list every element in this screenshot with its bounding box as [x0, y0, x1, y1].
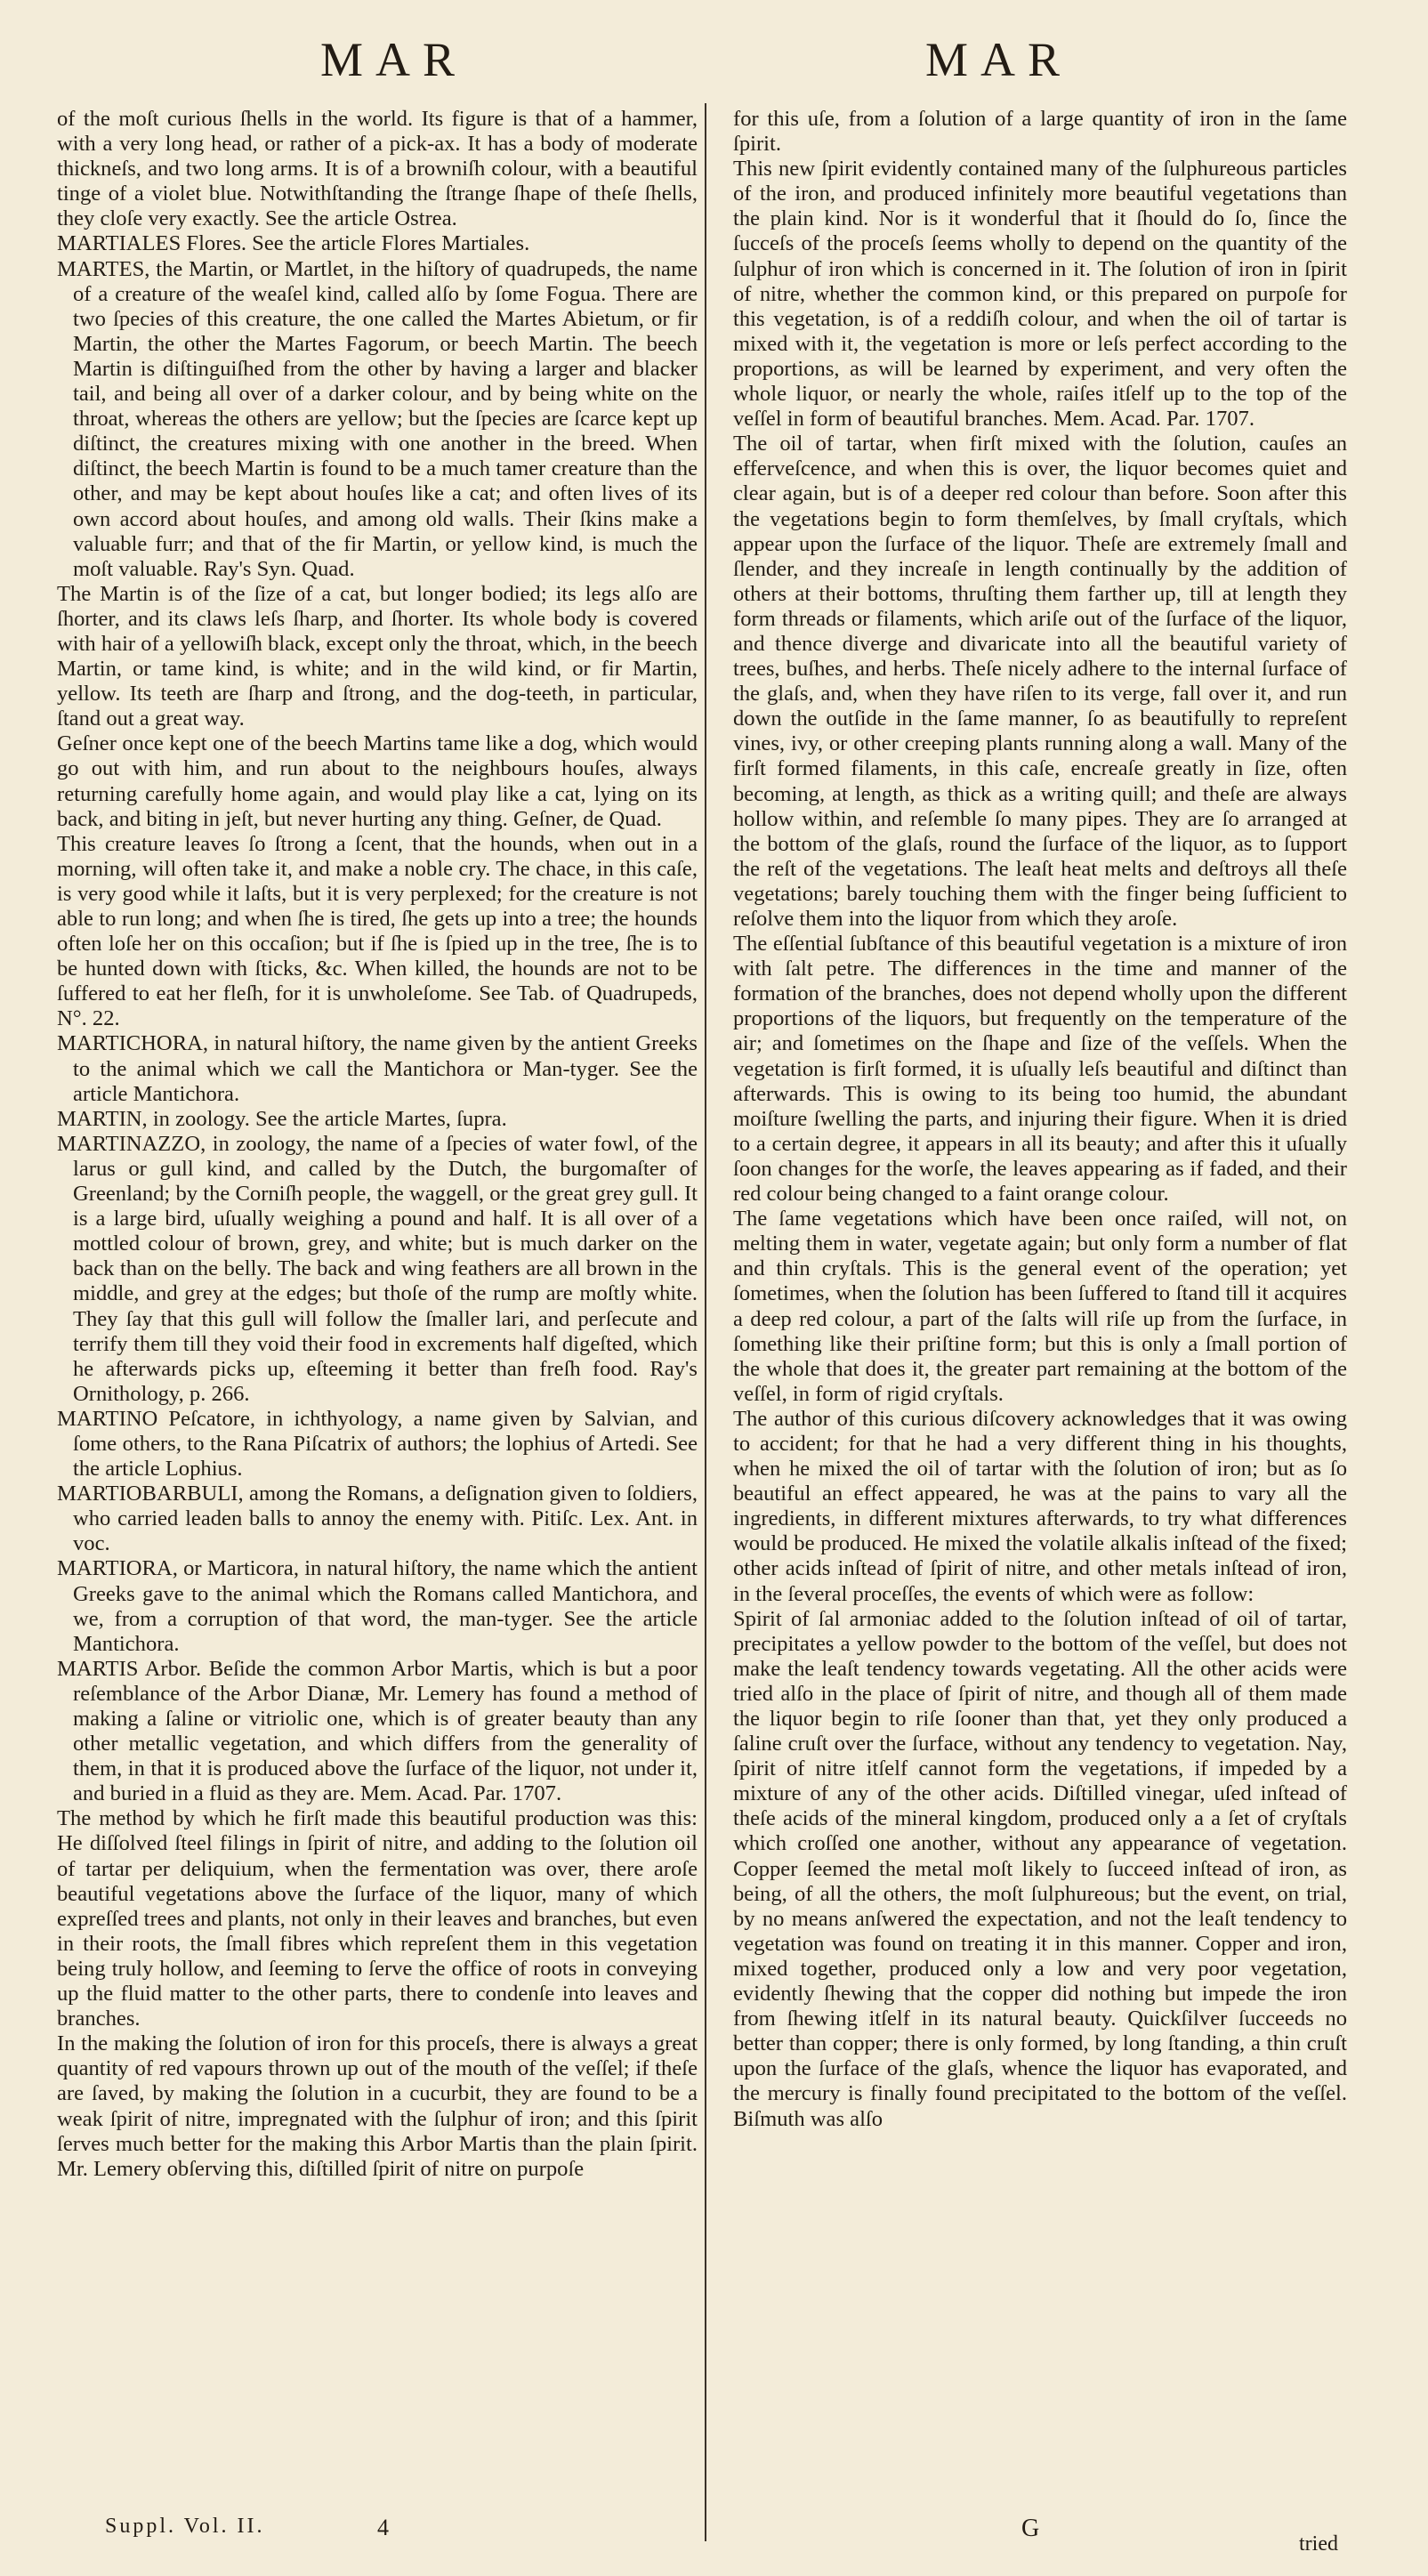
entry-paragraph: This new ſpirit evidently contained many of the ſulphureous particles of the iron, and produced infinitely more beautiful vegetations than the plain kind. Nor is it wonderful that it ſhould do ſo, ſince the ſucceſs of the proceſs ſeems wholly to depend on the quantity of the ſulphur of iron which is concerned in it. The ſolution of iron in ſpirit of nitre, whether the common kind, or this prepared on purpoſe for this vegetation, is of a reddiſh colour, and when the oil of tartar is mixed with it, the vegetation is more or leſs perfect according to the proportions, as will be learned by experiment, and very often the whole liquor, or nearly the whole, raiſes itſelf up to the top of the veſſel in form of beautiful branches. Mem. Acad. Par. 1707. — [733, 157, 1347, 432]
entry-paragraph: The eſſential ſubſtance of this beautiful vegetation is a mixture of iron with ſalt petre. The differences in the time and manner of the formation of the branches, does not depend wholly upon the different proportions of the liquors, but frequently on the temperature of the air; and ſometimes on the ſhape and ſize of the veſſels. When the vegetation is firſt formed, it is uſually leſs beautiful and diſtinct than afterwards. This is owing to its being too humid, the abundant moiſture ſwelling the parts, and injuring their figure. When it is dried to a certain degree, it appears in all its beauty; and after this it uſually ſoon changes for the worſe, the leaves appearing as if faded, and their red colour being changed to a faint orange colour. — [733, 932, 1347, 1207]
left-column — [57, 107, 698, 2182]
entry-paragraph: Spirit of ſal armoniac added to the ſolution inſtead of oil of tartar, precipitates a yellow powder to the bottom of the veſſel, but does not make the leaſt tendency towards vegetating. All the other acids were tried alſo in the place of ſpirit of nitre, and though all of them made the liquor begin to riſe ſooner than that, yet they only produced a ſaline cruſt over the ſurface, without any tendency to vegetation. Nay, ſpirit of nitre itſelf cannot form the vegetations, if impeded by a mixture of any of the other acids. Diſtilled vinegar, uſed inſtead of theſe acids of the mineral kingdom, produced only a a ſet of cryſtals which croſſed one another, without any appearance of vegetation. Copper ſeemed the metal moſt likely to ſucceed inſtead of iron, as being, of all the others, the moſt ſulphureous; but the event, on trial, by no means anſwered the expectation, and not the leaſt tendency to vegetation was found on treating it in this manner. Copper and iron, mixed together, produced only a low and very poor vegetation, evidently ſhewing that the copper did nothing but impede the iron from ſhewing itſelf in its natural beauty. Quickſilver ſucceeds no better than copper; there is only formed, by long ſtanding, a thin cruſt upon the ſurface of the glaſs, whence the liquor has evaporated, and the mercury is finally found precipitated to the bottom of the veſſel. Biſmuth was alſo — [733, 1606, 1347, 2131]
entry-paragraph: MARTIN, in zoology. See the article Martes, ſupra. — [57, 1106, 507, 1131]
catchword: tried — [1299, 2532, 1338, 2556]
column-divider — [705, 103, 706, 2541]
entry-paragraph: This creature leaves ſo ſtrong a ſcent, that the hounds, when out in a morning, will often take it, and make a noble cry. The chace, in this caſe, is very good while it laſts, but it is very perplexed; for the creature is not able to run long; and when ſhe is tired, ſhe gets up into a tree; the hounds often loſe her on this occaſion; but if ſhe is ſpied up in the tree, ſhe is to be hunted down with ſticks, &c. When killed, the hounds are not to be ſuffered to eat her fleſh, for it is unwholeſome. See Tab. of Quadrupeds, N°. 22. — [57, 831, 698, 1031]
page-number: 4 — [377, 2515, 389, 2540]
entry-paragraph: MARTINAZZO, in zoology, the name of a ſpecies of water fowl, of the larus or gull kind, and called by the Dutch, the burgomaſter of Greenland; by the Corniſh people, the waggell, or the great grey gull. It is a large bird, uſually weighing a pound and half. It is all over of a mottled colour of brown, grey, and white; but is much darker on the back than on the belly. The back and wing feathers are all brown in the middle, and grey at the edges; but thoſe of the rump are moſtly white. They ſay that this gull will follow the ſmaller lari, and perſecute and terrify them till they void their food in excrements half digeſted, which he afterwards picks up, eſteeming it better than freſh food. Ray's Ornithology, p. 266. — [57, 1131, 698, 1406]
entry-paragraph: Geſner once kept one of the beech Martins tame like a dog, which would go out with him, and run about to the neighbours houſes, always returning carefully home again, and would play like a cat, lying on its back, and biting in jeſt, but never hurting any thing. Geſner, de Quad. — [57, 731, 698, 831]
signature-mark: Suppl. Vol. II. — [105, 2515, 265, 2538]
entry-paragraph: MARTES, the Martin, or Martlet, in the hiſtory of quadrupeds, the name of a creature of the weaſel kind, called alſo by ſome Fogua. There are two ſpecies of this creature, the one called the Martes Abietum, or fir Martin, the other the Martes Fagorum, or beech Martin. The beech Martin is diſtinguiſhed from the other by having a larger and blacker tail, and being all over of a darker colour, and by being white on the throat, whereas the others are yellow; but the ſpecies are ſcarce kept up diſtinct, the creatures mixing with one another in the breed. When diſtinct, the beech Martin is found to be a much tamer creature than the other, and may be kept about houſes like a cat; and often lives of its own accord about houſes, and among old walls. Their ſkins make a valuable furr; and that of the fir Martin, or yellow kind, is much the moſt valuable. Ray's Syn. Quad. — [57, 256, 698, 581]
right-column — [733, 107, 1347, 2132]
running-head-left: MAR — [320, 33, 468, 86]
entry-paragraph: MARTICHORA, in natural hiſtory, the name given by the antient Greeks to the animal which we call the Mantichora or Man-tyger. See the article Mantichora. — [57, 1031, 698, 1106]
entry-paragraph: of the moſt curious ſhells in the world. Its figure is that of a hammer, with a very long head, or rather of a pick-ax. It has a body of moderate thickneſs, and two long arms. It is of a browniſh colour, with a beautiful tinge of a violet blue. Notwithſtanding the ſtrange ſhape of theſe ſhells, they cloſe very exactly. See the article Ostrea. — [57, 107, 698, 231]
gathering-letter: G — [1021, 2515, 1040, 2542]
entry-paragraph: MARTINO Peſcatore, in ichthyology, a name given by Salvian, and ſome others, to the Rana Piſcatrix of authors; the lophius of Artedi. See the article Lophius. — [57, 1406, 698, 1482]
entry-paragraph: The method by which he firſt made this beautiful production was this: He diſſolved ſteel filings in ſpirit of nitre, and adding to the ſolution oil of tartar per deliquium, when the fermentation was over, there aroſe beautiful vegetations above the ſurface of the liquor, many of which expreſſed trees and plants, not only in their leaves and branches, but even in their roots, the ſmall fibres which repreſent them in this vegetation being truly hollow, and ſeeming to ſerve the office of roots in conveying up the fluid matter to the other parts, there to condenſe into leaves and branches. — [57, 1806, 698, 2031]
entry-paragraph: MARTIORA, or Marticora, in natural hiſtory, the name which the antient Greeks gave to the animal which the Romans called Mantichora, and we, from a corruption of that word, the man-tyger. See the article Mantichora. — [57, 1556, 698, 1656]
entry-paragraph: MARTIS Arbor. Beſide the common Arbor Martis, which is but a poor reſemblance of the Arbor Dianæ, Mr. Lemery has found a method of making a ſaline or vitriolic one, which is of greater beauty than any other metallic vegetation, and which differs from the generality of them, in that it is produced above the ſurface of the liquor, not under it, and buried in a fluid as they are. Mem. Acad. Par. 1707. — [57, 1656, 698, 1806]
entry-paragraph: In the making the ſolution of iron for this proceſs, there is always a great quantity of red vapours thrown up out of the mouth of the veſſel; if theſe are ſaved, by making the ſolution in a cucurbit, they are found to be a weak ſpirit of nitre, impregnated with the ſulphur of iron; and this ſpirit ſerves much better for the making this Arbor Martis than the plain ſpirit. Mr. Lemery obſerving this, diſtilled ſpirit of nitre on purpoſe — [57, 2031, 698, 2181]
entry-paragraph: MARTIOBARBULI, among the Romans, a deſignation given to ſoldiers, who carried leaden balls to annoy the enemy with. Pitiſc. Lex. Ant. in voc. — [57, 1482, 698, 1556]
entry-paragraph: for this uſe, from a ſolution of a large quantity of iron in the ſame ſpirit. — [733, 107, 1347, 157]
entry-paragraph: MARTIALES Flores. See the article Flores Martiales. — [57, 231, 530, 256]
entry-paragraph: The author of this curious diſcovery acknowledges that it was owing to accident; for that he had a very different thing in his thoughts, when he mixed the oil of tartar with the ſolution of iron; but as ſo beautiful an effect appeared, he was at the pains to vary all the ingredients, in different mixtures afterwards, to try what differences would be produced. He mixed the volatile alkalis inſtead of the fixed; other acids inſtead of ſpirit of nitre, and other metals inſtead of iron, in the ſeveral proceſſes, the events of which were as follow: — [733, 1406, 1347, 1606]
running-head-right: MAR — [925, 33, 1073, 86]
entry-paragraph: The ſame vegetations which have been once raiſed, will not, on melting them in water, vegetate again; but only form a number of flat and thin cryſtals. This is the general event of the operation; yet ſometimes, when the ſolution has been ſuffered to ſtand till it acquires a deep red colour, a part of the ſalts will riſe up from the ſurface, in ſomething like their priſtine form; but this is only a ſmall portion of the whole that does it, the greater part remaining at the bottom of the veſſel, in form of rigid cryſtals. — [733, 1207, 1347, 1406]
entry-paragraph: The oil of tartar, when firſt mixed with the ſolution, cauſes an effervеſcence, and when this is over, the liquor becomes quiet and clear again, but is of a deeper red colour than before. Soon after this the vegetations begin to form themſelves, by ſmall cryſtals, which appear upon the ſurface of the liquor. Theſe are extremely ſmall and ſlender, and they increaſe in length continually by the addition of others at their bottoms, thruſting them farther up, till at length they form threads or filaments, which ariſe out of the ſurface of the liquor, and thence diverge and divaricate into all the beautiful variety of trees, buſhes, and herbs. Theſe nicely adhere to the internal ſurface of the glaſs, and, when they have riſen to its verge, fall over it, and run down the outſide in the ſame manner, ſo as beautifully to repreſent vines, ivy, or other creeping plants running along a wall. Many of the firſt formed filaments, in this caſe, encreaſe greatly in ſize, often becoming, at length, as thick as a writing quill; and theſe are always hollow within, and reſemble ſo many pipes. They are ſo arranged at the bottom of the glaſs, round the ſurface of the liquor, as to ſupport the reſt of the vegetations. The leaſt heat melts and deſtroys all theſe vegetations; barely touching them with the finger being ſufficient to reſolve them into the liquor from which they aroſe. — [733, 432, 1347, 931]
entry-paragraph: The Martin is of the ſize of a cat, but longer bodied; its legs alſo are ſhorter, and its claws leſs ſharp, and ſhorter. Its whole body is covered with hair of a yellowiſh black, except only the throat, which, in the beech Martin, or tame kind, is white; and in the wild kind, or fir Martin, yellow. Its teeth are ſharp and ſtrong, and the dog-teeth, in particular, ſtand out a great way. — [57, 581, 698, 731]
